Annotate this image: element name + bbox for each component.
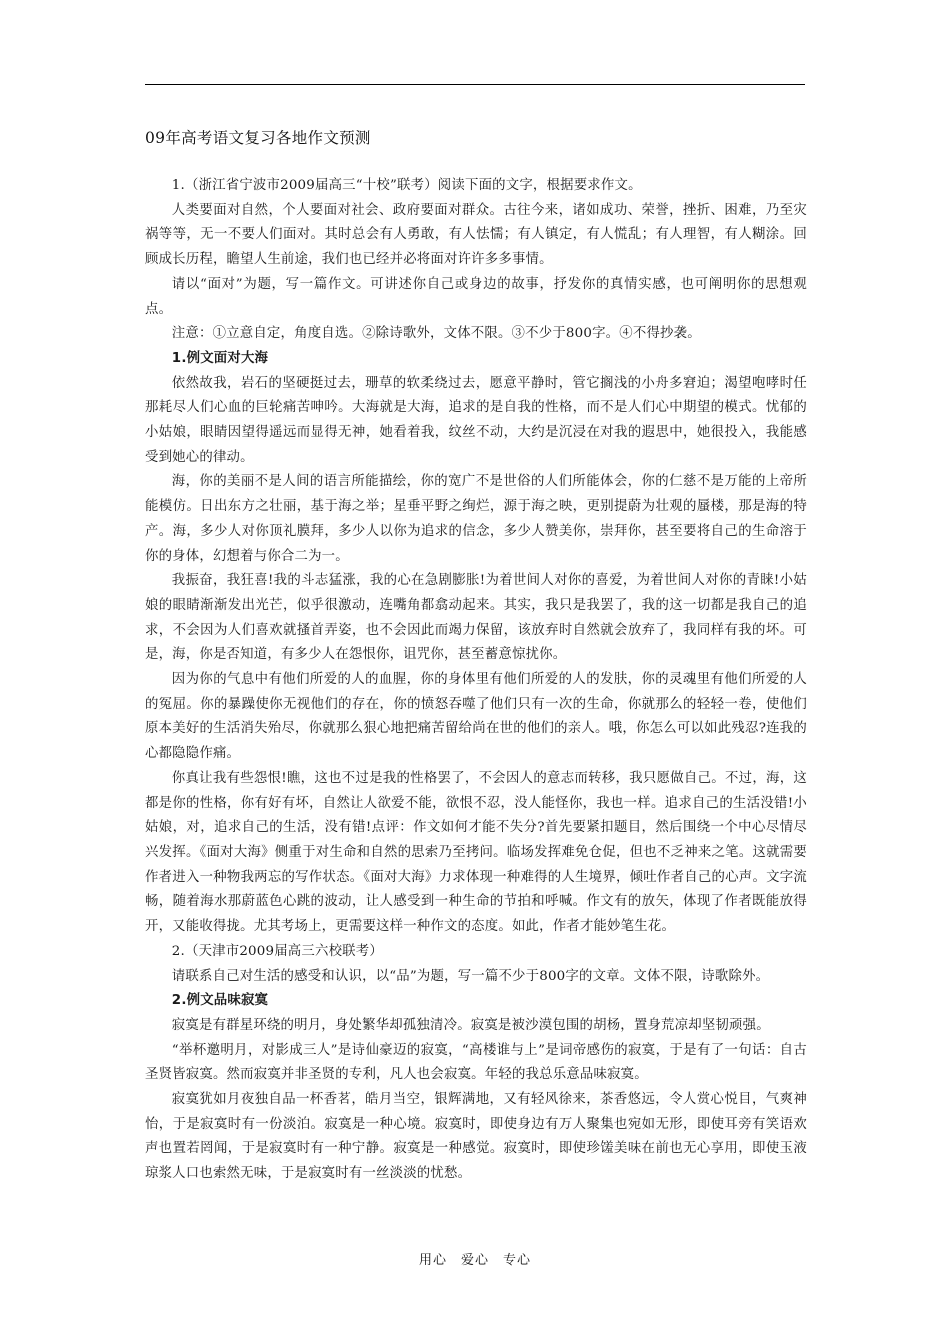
paragraph: 人类要面对自然，个人要面对社会、政府要面对群众。古往今来，诸如成功、荣誉，挫折、困难，乃至灾祸等等，无一不要人们面对。其时总会有人勇敢，有人怯懦；有人镇定，有人慌乱；有人理智，有人糊涂。回顾成长历程，瞻望人生前途，我们也已经并必将面对许许多多事情。: [145, 202, 807, 268]
paragraph: 寂寞犹如月夜独自品一杯香茗，皓月当空，银辉满地，又有轻风徐来，茶香悠远，令人赏心悦目，气爽神怡，于是寂寞时有一份淡泊。寂寞是一种心境。寂寞时，即使身边有万人聚集也宛如无形，即使耳旁有笑语欢声也置若罔闻，于是寂寞时有一种宁静。寂寞是一种感觉。寂寞时，即使珍馐美味在前也无心享用，即使玉液琼浆人口也索然无味，于是寂寞时有一丝淡淡的忧愁。: [145, 1092, 807, 1182]
paragraph: 因为你的气息中有他们所爱的人的血腥，你的身体里有他们所爱的人的发肤，你的灵魂里有他们所爱的人的冤屈。你的暴躁使你无视他们的存在，你的愤怒吞噬了他们只有一次的生命，你就那么的轻轻一卷，使他们原本美好的生活消失殆尽，你就那么狠心地把痛苦留给尚在世的他们的亲人。哦，你怎么可以如此残忍?连我的心都隐隐作痛。: [145, 672, 807, 762]
section-heading: 2.例文品味寂寞: [171, 993, 269, 1009]
section-heading: 1.例文面对大海: [171, 350, 269, 366]
paragraph: 依然故我，岩石的坚硬挺过去，珊草的软柔绕过去，愿意平静时，管它搁浅的小舟多窘迫；渴望咆哮时任那耗尽人们心血的巨轮痛苦呻吟。大海就是大海，追求的是自我的性格，而不是人们心中期望的模式。忧郁的小姑娘，眼睛因望得遥远而显得无神，她看着我，纹丝不动，大约是沉浸在对我的遐思中，她很投入，我能感受到她心的律动。: [145, 375, 807, 465]
paragraph: 请联系自己对生活的感受和认识，以“品”为题，写一篇不少于800字的文章。文体不限，诗歌除外。: [171, 968, 770, 984]
paragraph: 我振奋，我狂喜!我的斗志猛涨，我的心在急剧膨胀!为着世间人对你的喜爱，为着世间人对你的青睐!小姑娘的眼睛渐渐发出光芒，似乎很激动，连嘴角都翕动起来。其实，我只是我罢了，我的这一切都是我自己的追求，不会因为人们喜欢就搔首弄姿，也不会因此而竭力保留，该放弃时自然就会放弃了，我同样有我的坏。可是，海，你是否知道，有多少人在怨恨你，诅咒你，甚至蓄意惊扰你。: [145, 573, 807, 663]
paragraph: 海，你的美丽不是人间的语言所能描绘，你的宽广不是世俗的人们所能体会，你的仁慈不是万能的上帝所能模仿。日出东方之壮丽，基于海之举；星垂平野之绚烂，源于海之映，更别提蔚为壮观的蜃楼，那是海的特产。海，多少人对你顶礼膜拜，多少人以你为追求的信念，多少人赞美你，崇拜你，甚至要将自己的生命溶于你的身体，幻想着与你合二为一。: [145, 474, 807, 564]
page-footer: 用心 爱心 专心: [418, 1253, 531, 1268]
paragraph: 2.（天津市2009届高三六校联考）: [171, 943, 383, 959]
paragraph: 1.（浙江省宁波市2009届高三“十校”联考）阅读下面的文字，根据要求作文。: [171, 178, 642, 193]
paragraph: “举杯邀明月，对影成三人”是诗仙豪迈的寂寞，“高楼谁与上”是词帝感伤的寂寞，于是有了一句话：自古圣贤皆寂寞。然而寂寞并非圣贤的专利，凡人也会寂寞。年轻的我总乐意品味寂寞。: [145, 1042, 807, 1083]
paragraph: 寂寞是有群星环绕的明月，身处繁华却孤独清冷。寂寞是被沙漠包围的胡杨，置身荒凉却坚韧顽强。: [171, 1017, 770, 1033]
header-rule: [145, 84, 805, 85]
paragraph: 注意：①立意自定，角度自选。②除诗歌外，文体不限。③不少于800字。④不得抄袭。: [171, 326, 701, 342]
document-body: [145, 174, 807, 1187]
paragraph: 请以“面对”为题，写一篇作文。可讲述你自己或身边的故事，抒发你的真情实感，也可阐明你的思想观点。: [145, 276, 807, 317]
paragraph: 你真让我有些怨恨!瞧，这也不过是我的性格罢了，不会因人的意志而转移，我只愿做自己。不过，海，这都是你的性格，你有好有坏，自然让人欲爱不能，欲恨不忍，没人能怪你，我也一样。追求自己的生活没错!小姑娘，对，追求自己的生活，没有错!点评：作文如何才能不失分?首先要紧扣题目，然后围绕一个中心尽情尽兴发挥。《面对大海》侧重于对生命和自然的思索乃至拷问。临场发挥难免仓促，但也不乏神来之笔。这就需要作者进入一种物我两忘的写作状态。《面对大海》力求体现一种难得的人生境界，倾吐作者自己的心声。文字流畅，随着海水那蔚蓝色心跳的波动，让人感受到一种生命的节拍和呼喊。作文有的放矢，体现了作者既能放得开，又能收得拢。尤其考场上，更需要这样一种作文的态度。如此，作者才能妙笔生花。: [145, 770, 807, 935]
page-title: 09年高考语文复习各地作文预测: [145, 129, 371, 147]
